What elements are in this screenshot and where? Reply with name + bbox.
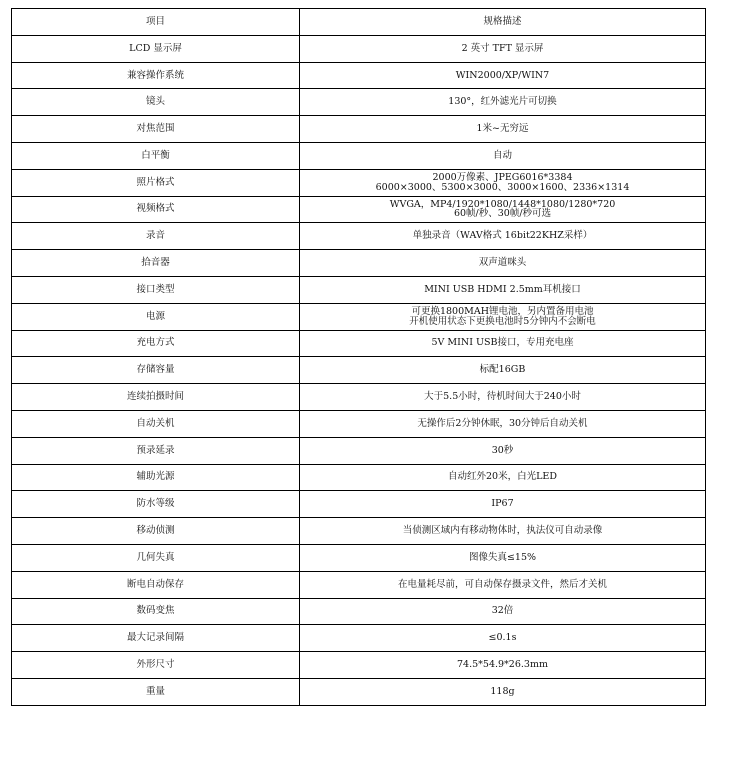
item-cell: 镜头 [12, 89, 300, 116]
desc-cell [300, 598, 706, 625]
table-row [12, 303, 706, 330]
item-cell: 兼容操作系统 [12, 62, 300, 89]
desc-line: 130°，红外滤光片可切换 [448, 96, 557, 108]
table-row [12, 62, 706, 89]
table-row [12, 250, 706, 277]
table-row [12, 169, 706, 196]
item-cell: 视频格式 [12, 196, 300, 223]
desc-line: 开机使用状态下更换电池时5分钟内不会断电 [409, 315, 596, 327]
table-row [12, 437, 706, 464]
table-row [12, 330, 706, 357]
desc-line: WVGA，MP4/1920*1080/1448*1080/1280*720 [389, 198, 616, 210]
desc-line: 74.5*54.9*26.3mm [457, 659, 548, 671]
desc-cell [300, 491, 706, 518]
desc-cell [300, 62, 706, 89]
desc-line: 60帧/秒、30帧/秒可选 [453, 208, 552, 220]
desc-line: MINI USB HDMI 2.5mm耳机接口 [424, 283, 581, 295]
desc-line: 当侦测区域内有移动物体时，执法仪可自动录像 [402, 525, 603, 537]
desc-line: IP67 [491, 498, 514, 510]
desc-line: 单独录音（WAV格式 16bit22KHZ采样） [412, 230, 593, 242]
item-cell: 拾音器 [12, 250, 300, 277]
item-cell: 自动关机 [12, 410, 300, 437]
desc-line: 标配16GB [479, 364, 526, 376]
desc-cell [300, 625, 706, 652]
desc-cell [300, 410, 706, 437]
desc-line: 6000×3000、5300×3000、3000×1600、2336×1314 [375, 181, 630, 193]
desc-line: 双声道咪头 [478, 257, 527, 269]
desc-cell [300, 35, 706, 62]
desc-line: 规格描述 [483, 15, 522, 27]
spec-table [11, 8, 706, 706]
table-row [12, 544, 706, 571]
table-row [12, 142, 706, 169]
table-row [12, 223, 706, 250]
desc-cell [300, 357, 706, 384]
item-cell: 充电方式 [12, 330, 300, 357]
table-row [12, 518, 706, 545]
desc-cell [300, 652, 706, 679]
table-row [12, 384, 706, 411]
desc-line: 图像失真≤15% [468, 551, 537, 563]
desc-line: 2 英寸 TFT 显示屏 [461, 42, 544, 54]
item-cell: 几何失真 [12, 544, 300, 571]
table-row [12, 464, 706, 491]
desc-cell [300, 196, 706, 223]
item-cell: 外形尺寸 [12, 652, 300, 679]
desc-cell [300, 678, 706, 705]
desc-cell [300, 464, 706, 491]
desc-line: 自动红外20米，白光LED [448, 471, 557, 483]
table-row [12, 410, 706, 437]
item-cell: 断电自动保存 [12, 571, 300, 598]
desc-cell [300, 250, 706, 277]
item-cell: 最大记录间隔 [12, 625, 300, 652]
item-cell: 连续拍摄时间 [12, 384, 300, 411]
header-desc-cell [300, 9, 706, 36]
item-cell: 录音 [12, 223, 300, 250]
desc-cell [300, 303, 706, 330]
desc-cell [300, 142, 706, 169]
table-row [12, 491, 706, 518]
desc-line: 32倍 [491, 605, 514, 617]
item-cell: 照片格式 [12, 169, 300, 196]
desc-line: 大于5.5小时，待机时间大于240小时 [424, 391, 581, 403]
desc-cell [300, 223, 706, 250]
desc-line: ≤0.1s [488, 632, 517, 644]
table-row [12, 89, 706, 116]
table-row [12, 598, 706, 625]
table-row [12, 196, 706, 223]
item-cell: 对焦范围 [12, 116, 300, 143]
desc-cell [300, 518, 706, 545]
desc-cell [300, 169, 706, 196]
desc-cell [300, 116, 706, 143]
desc-cell [300, 89, 706, 116]
item-cell: 电源 [12, 303, 300, 330]
table-row [12, 625, 706, 652]
item-cell: 存储容量 [12, 357, 300, 384]
table-row [12, 678, 706, 705]
item-cell: 白平衡 [12, 142, 300, 169]
item-cell: 防水等级 [12, 491, 300, 518]
desc-cell [300, 571, 706, 598]
item-cell: 辅助光源 [12, 464, 300, 491]
header-item-cell: 项目 [12, 9, 300, 36]
desc-line: 在电量耗尽前，可自动保存摄录文件，然后才关机 [397, 578, 607, 590]
desc-line: 118g [490, 685, 515, 697]
table-header-row [12, 9, 706, 36]
table-row [12, 35, 706, 62]
table-row [12, 276, 706, 303]
desc-cell [300, 544, 706, 571]
desc-cell [300, 384, 706, 411]
item-cell: 重量 [12, 678, 300, 705]
desc-line: 无操作后2分钟休眠，30分钟后自动关机 [417, 417, 588, 429]
desc-cell [300, 330, 706, 357]
item-cell: 数码变焦 [12, 598, 300, 625]
table-row [12, 357, 706, 384]
desc-line: 1米~无穷远 [476, 123, 529, 135]
desc-line: 自动 [492, 149, 512, 161]
item-cell: LCD 显示屏 [12, 35, 300, 62]
spec-table-body [12, 9, 706, 706]
item-cell: 预录延录 [12, 437, 300, 464]
desc-line: 可更换1800MAH锂电池，另内置备用电池 [411, 305, 594, 317]
item-cell: 移动侦测 [12, 518, 300, 545]
item-cell: 接口类型 [12, 276, 300, 303]
desc-line: WIN2000/XP/WIN7 [455, 69, 550, 81]
desc-cell [300, 276, 706, 303]
table-row [12, 116, 706, 143]
table-row [12, 571, 706, 598]
desc-line: 2000万像素、JPEG6016*3384 [432, 171, 573, 183]
desc-line: 30秒 [491, 444, 514, 456]
desc-cell [300, 437, 706, 464]
desc-line: 5V MINI USB接口，专用充电座 [431, 337, 574, 349]
table-row [12, 652, 706, 679]
